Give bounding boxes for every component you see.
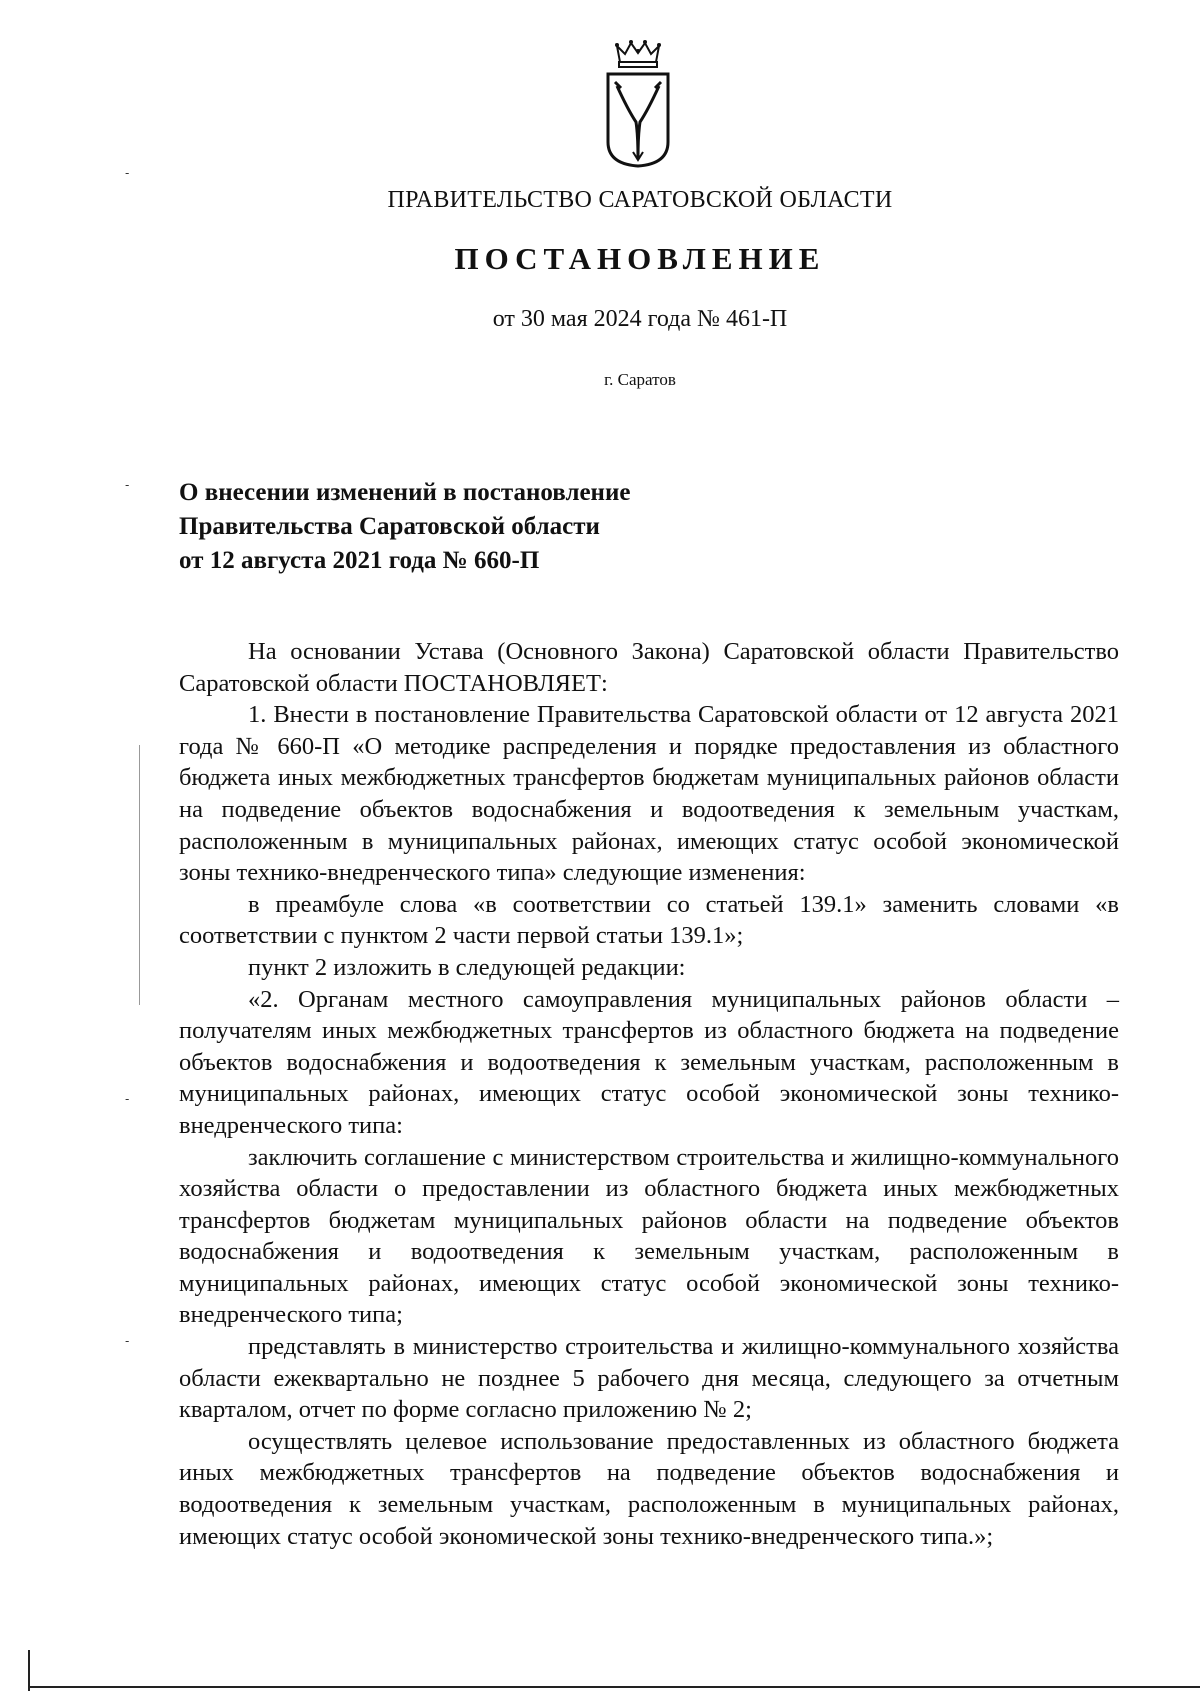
body-paragraph: «2. Органам местного самоуправления муниципальных районов области – получателям иных межбюджетных трансфертов из областного бюджета на подведение объектов водоснабжения и водоотведения к земельным участкам, расположенным в муниципальных районах, имеющих статус особой экономической зоны технико-внедренческого типа:	[179, 985, 1119, 1139]
body-paragraph: в преамбуле слова «в соответствии со статьей 139.1» заменить словами «в соответствии с пунктом 2 части первой статьи 139.1»;	[179, 890, 1119, 950]
body-paragraph: заключить соглашение с министерством строительства и жилищно-коммунального хозяйства области о предоставлении из областного бюджета иных межбюджетных трансфертов бюджетам муниципальных районов области на подведение объектов водоснабжения и водоотведения к земельным участкам, расположенным в муниципальных районах, имеющих статус особой экономической зоны технико-внедренческого типа;	[179, 1143, 1119, 1329]
body-paragraph: осуществлять целевое использование предоставленных из областного бюджета иных межбюджетных трансфертов на подведение объектов водоснабжения и водоотведения к земельным участкам, расположенным в муниципальных районах, имеющих статус особой экономической зоны технико-внедренческого типа.»;	[179, 1427, 1119, 1550]
body-paragraph: 1. Внести в постановление Правительства Саратовской области от 12 августа 2021 года № 660-П «О методике распределения и порядке предоставления из областного бюджета иных межбюджетных трансфертов бюджетам муниципальных районов области на подведение объектов водоснабжения и водоотведения к земельным участкам, расположенным в муниципальных районах, имеющих статус особой экономической зоны технико-внедренческого типа» следующие изменения:	[179, 701, 1119, 887]
body-paragraph: пункт 2 изложить в следующей редакции:	[248, 953, 686, 981]
subject-line: О внесении изменений в постановление	[179, 479, 631, 506]
scan-border-bottom	[30, 1686, 1200, 1688]
scan-border-left	[28, 1650, 30, 1691]
document-date-number: от 30 мая 2024 года № 461-П	[492, 306, 788, 332]
document-city: г. Саратов	[604, 370, 676, 389]
scan-speck: -	[125, 478, 130, 492]
body-paragraph: представлять в министерство строительства и жилищно-коммунального хозяйства области ежеквартально не позднее 5 рабочего дня месяца, следующего за отчетным кварталом, отчет по форме согласно приложению № 2;	[179, 1333, 1119, 1424]
subject-line: Правительства Саратовской области	[179, 513, 600, 540]
subject-line: от 12 августа 2021 года № 660-П	[179, 547, 540, 574]
scan-speck: -	[125, 1092, 130, 1106]
document-subject	[179, 476, 799, 578]
scan-margin-line	[139, 745, 140, 1005]
scan-speck: -	[125, 1334, 130, 1348]
organization-name: ПРАВИТЕЛЬСТВО САРАТОВСКОЙ ОБЛАСТИ	[387, 187, 893, 213]
body-paragraph: На основании Устава (Основного Закона) Саратовской области Правительство Саратовской области ПОСТАНОВЛЯЕТ:	[179, 638, 1119, 697]
document-body	[179, 636, 1119, 1552]
scan-speck: -	[125, 166, 130, 180]
document-type: ПОСТАНОВЛЕНИЕ	[454, 241, 826, 276]
saratov-coat-of-arms-icon	[603, 40, 673, 168]
